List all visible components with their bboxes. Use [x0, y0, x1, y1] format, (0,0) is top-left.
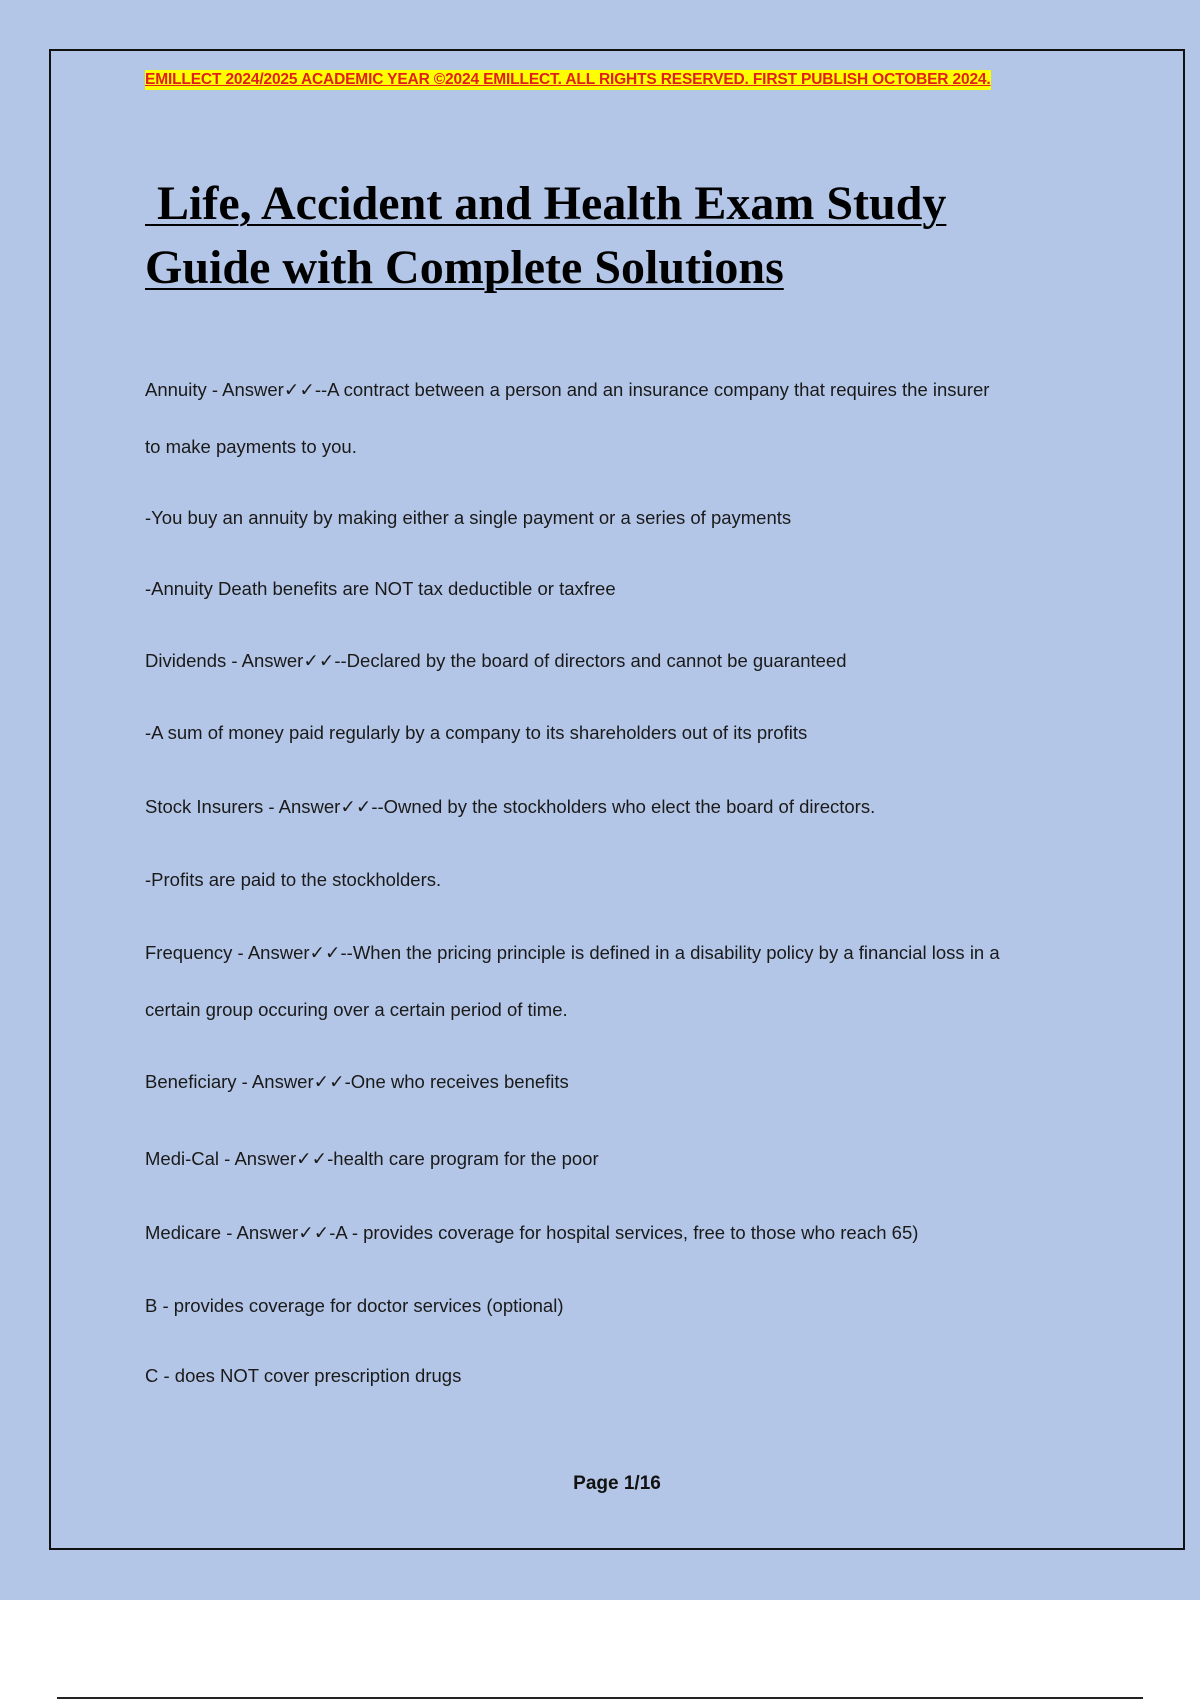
- title-line-2: Guide with Complete Solutions: [145, 241, 784, 294]
- entry-beneficiary: Beneficiary - Answer✓✓-One who receives benefits: [145, 1071, 569, 1092]
- copyright-banner-text: EMILLECT 2024/2025 ACADEMIC YEAR ©2024 EMILLECT. ALL RIGHTS RESERVED. FIRST PUBLISH OCTOBER 2024.: [145, 71, 991, 88]
- entry-stock-insurers: Stock Insurers - Answer✓✓--Owned by the stockholders who elect the board of directors.: [145, 796, 876, 817]
- entry-dividends-note: -A sum of money paid regularly by a company to its shareholders out of its profits: [145, 722, 808, 743]
- entry-medi-cal: Medi-Cal - Answer✓✓-health care program for the poor: [145, 1148, 599, 1169]
- entry-annuity-note-1: -You buy an annuity by making either a single payment or a series of payments: [145, 507, 792, 528]
- document-title: [145, 172, 1045, 300]
- entry-medicare-part-c: C - does NOT cover prescription drugs: [145, 1365, 462, 1386]
- page-number: Page 1/16: [573, 1473, 661, 1494]
- entry-dividends: Dividends - Answer✓✓--Declared by the board of directors and cannot be guaranteed: [145, 650, 847, 671]
- entry-frequency-continued: certain group occuring over a certain period of time.: [145, 999, 568, 1020]
- copyright-banner: [145, 72, 991, 88]
- next-page-divider: [57, 1697, 1143, 1699]
- title-line-1: Life, Accident and Health Exam Study: [145, 177, 947, 230]
- entry-medicare: Medicare - Answer✓✓-A - provides coverage for hospital services, free to those who reach 65): [145, 1222, 919, 1243]
- entry-stock-insurers-note: -Profits are paid to the stockholders.: [145, 869, 442, 890]
- entry-annuity: Annuity - Answer✓✓--A contract between a person and an insurance company that requires the insurer: [145, 379, 990, 400]
- entry-frequency: Frequency - Answer✓✓--When the pricing principle is defined in a disability policy by a financial loss in a: [145, 942, 1000, 963]
- entry-annuity-note-2: -Annuity Death benefits are NOT tax deductible or taxfree: [145, 578, 616, 599]
- entry-annuity-continued: to make payments to you.: [145, 436, 357, 457]
- entry-medicare-part-b: B - provides coverage for doctor services (optional): [145, 1295, 564, 1316]
